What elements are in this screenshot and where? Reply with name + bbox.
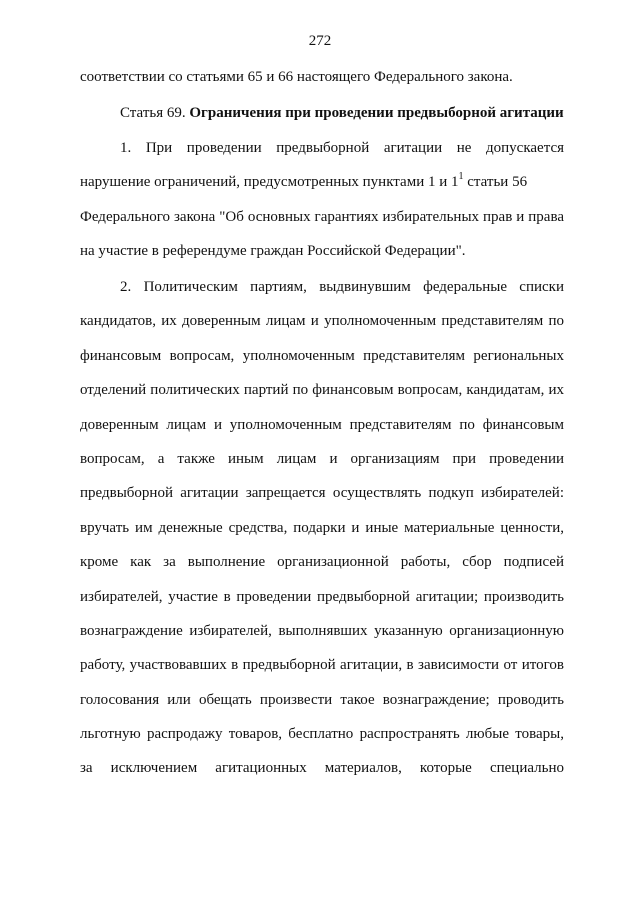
- text-line: вручать им денежные средства, подарки и иные материальные ценности,: [80, 519, 564, 536]
- text-line: соответствии со статьями 65 и 66 настоящего Федерального закона.: [80, 69, 513, 85]
- text-line: кандидатов, их доверенным лицам и уполномоченным представителям по: [80, 313, 564, 330]
- text-segment: статьи 56: [463, 174, 528, 191]
- text-line: льготную распродажу товаров, бесплатно распространять любые товары,: [80, 726, 564, 743]
- text-line: голосования или обещать произвести такое вознаграждение; проводить: [80, 691, 564, 708]
- article-number: Статья 69.: [120, 105, 190, 121]
- text-line: за исключением агитационных материалов, которые специально: [80, 760, 564, 777]
- article-title: Ограничения при проведении предвыборной агитации: [189, 105, 564, 121]
- text-line: 2. Политическим партиям, выдвинувшим федеральные списки: [120, 279, 564, 295]
- text-line: 1. При проведении предвыборной агитации не допускается: [120, 140, 564, 156]
- text-line: вопросам, а также иным лицам и организациям при проведении: [80, 450, 564, 467]
- text-line: работу, участвовавших в предвыборной агитации, в зависимости от итогов: [80, 657, 564, 674]
- text-line: отделений политических партий по финансовым вопросам, кандидатам, их: [80, 382, 564, 399]
- text-line: доверенным лицам и уполномоченным представителям по финансовым: [80, 416, 564, 433]
- paragraph-2: [80, 270, 564, 786]
- text-line: избирателей, участие в проведении предвыборной агитации; производить: [80, 588, 564, 605]
- text-block-top: [80, 60, 564, 94]
- text-line: предвыборной агитации запрещается осуществлять подкуп избирателей:: [80, 485, 564, 502]
- text-line: кроме как за выполнение организационной работы, сбор подписей: [80, 554, 564, 571]
- text-line: на участие в референдуме граждан Российской Федерации".: [80, 243, 466, 260]
- text-line: Федерального закона "Об основных гарантиях избирательных прав и права: [80, 208, 564, 225]
- text-line: [80, 165, 564, 199]
- superscript: 1: [458, 171, 464, 183]
- paragraph-1: [80, 131, 564, 269]
- article-heading-line: [80, 96, 564, 130]
- article-heading: [80, 96, 564, 130]
- text-segment: нарушение ограничений, предусмотренных пунктами 1 и 1: [80, 174, 459, 191]
- text-line: вознаграждение избирателей, выполнявших указанную организационную: [80, 622, 564, 639]
- page-number: 272: [308, 33, 332, 49]
- text-line: финансовым вопросам, уполномоченным представителям региональных: [80, 347, 564, 364]
